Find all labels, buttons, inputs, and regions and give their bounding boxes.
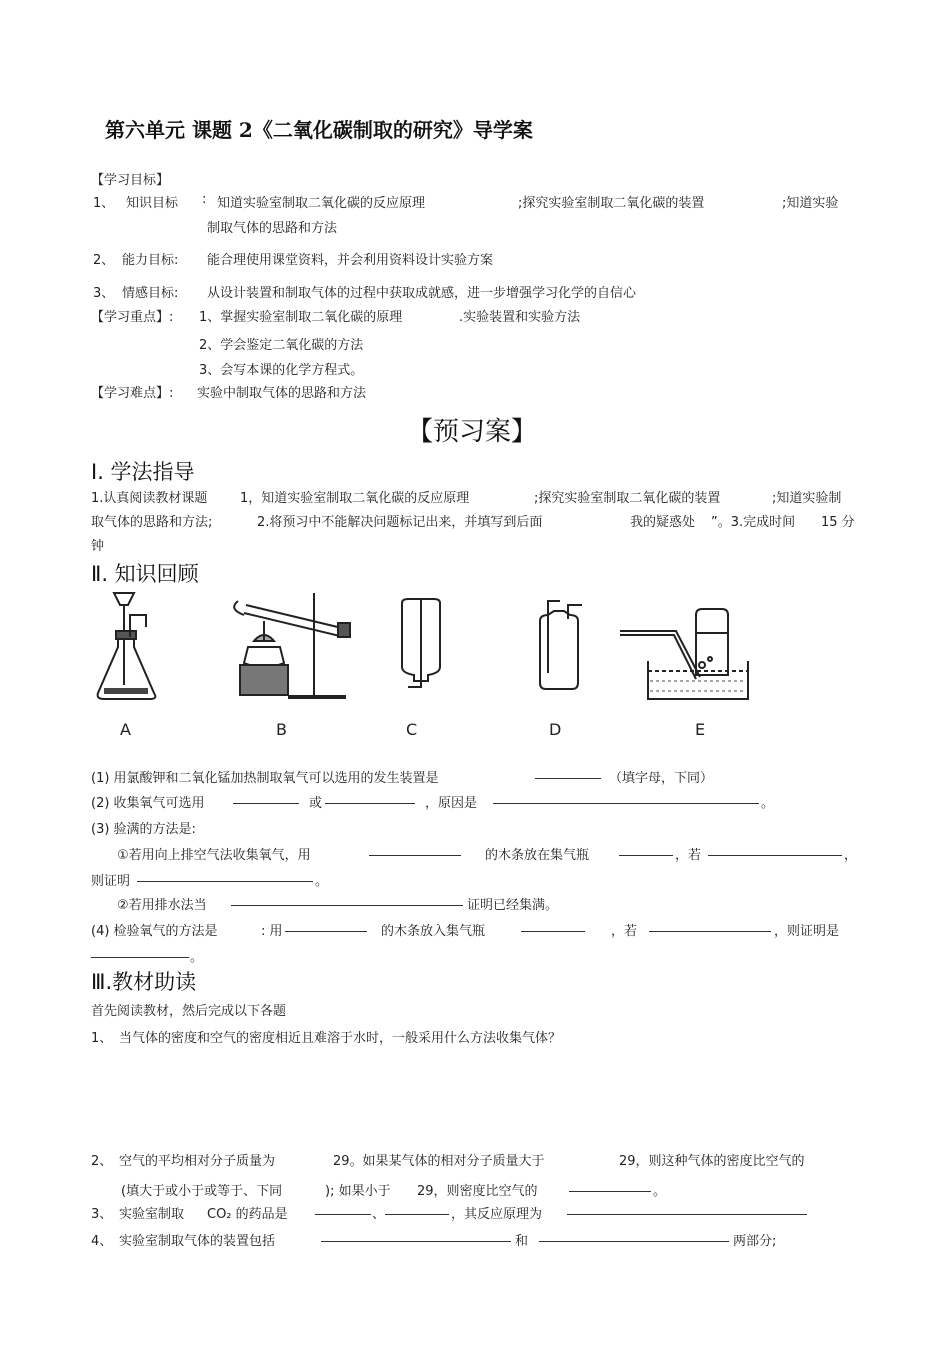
question-4-text-d: ，若 [611,924,638,939]
guide-line-2e: 15 分 [821,515,855,530]
goal-2-number: 2、 [93,253,115,268]
apparatus-label-e: E [695,720,706,739]
question-3a-end: 。 [315,874,329,889]
key-point-1a: 1、掌握实验室制取二氧化碳的原理 [199,310,403,325]
reading-q3-text-a: 实验室制取 [119,1207,185,1222]
reading-q2-text-b: 29。如果某气体的相对分子质量大于 [333,1154,545,1169]
section-3-heading: Ⅲ.教材助读 [91,970,197,994]
question-3a-text-c: ，若 [675,848,702,863]
question-2-text-c: ，原因是 [425,796,478,811]
question-2-blank-3[interactable] [493,791,759,804]
reading-q4-text-b: 和 [515,1234,529,1249]
apparatus-label-a: A [120,720,131,739]
question-2-end: 。 [761,796,775,811]
goal-1-text-b: ;探究实验室制取二氧化碳的装置 [518,196,705,211]
goals-header: 【学习目标】 [91,173,170,188]
section-1-heading: Ⅰ. 学法指导 [91,460,195,484]
question-4-text-c: 的木条放入集气瓶 [381,924,486,939]
reading-q3-separator: 、 [372,1207,386,1222]
question-3-text: (3) 验满的方法是: [91,822,196,837]
reading-q4-blank-1[interactable] [321,1229,511,1242]
question-3b-text-b: 证明已经集满。 [467,898,559,913]
reading-q2-text-d: (填大于或小于或等于、下同 [121,1184,283,1199]
question-2-text-b: 或 [309,796,323,811]
goal-2-text: 能合理使用课堂资料，并会利用资料设计实验方案 [207,253,494,268]
question-4-end: 。 [190,950,204,965]
question-3a-comma: ， [844,848,858,863]
reading-q4-text-c: 两部分; [733,1234,777,1249]
apparatus-label-c: C [406,720,418,739]
question-2-blank-1[interactable] [233,791,299,804]
guide-line-2d: ”。3.完成时间 [711,515,796,530]
apparatus-d [540,601,582,689]
reading-q4-blank-2[interactable] [539,1229,729,1242]
apparatus-label-d: D [549,720,562,739]
apparatus-label-b: B [276,720,287,739]
reading-q1-number: 1、 [91,1031,113,1046]
key-point-2: 2、学会鉴定二氧化碳的方法 [199,338,364,353]
guide-line-1d: ;知道实验制 [772,491,842,506]
goal-1-number: 1、 [93,196,115,211]
question-3a-text-a: ①若用向上排空气法收集氧气，用 [117,848,311,863]
reading-q2-text-f: 29，则密度比空气的 [417,1184,538,1199]
difficulty-label: 【学习难点】: [91,386,174,401]
reading-q4-number: 4、 [91,1234,113,1249]
guide-line-2b: 2.将预习中不能解决问题标记出来，并填写到后面 [257,515,543,530]
key-points-label: 【学习重点】: [91,310,174,325]
page-title: 第六单元 课题 2《二氧化碳制取的研究》导学案 [105,118,533,142]
apparatus-figure [88,585,768,745]
reading-q2-text-e: ); 如果小于 [325,1184,391,1199]
question-3b-blank[interactable] [231,893,463,906]
goal-1-colon: : [202,192,207,207]
reading-q2-number: 2、 [91,1154,113,1169]
reading-q3-text-d: ，其反应原理为 [451,1207,543,1222]
guide-line-2c: 我的疑惑处 [630,515,696,530]
preview-title: 【预习案】 [407,417,538,447]
question-2-text-a: (2) 收集氧气可选用 [91,796,205,811]
question-4-text-a: (4) 检验氧气的方法是 [91,924,218,939]
goal-1-label: 知识目标 [126,196,179,211]
guide-line-1a: 1.认真阅读教材课题 [91,491,208,506]
question-3a-text-b: 的木条放在集气瓶 [485,848,590,863]
reading-q2-blank[interactable] [569,1179,651,1192]
question-3a-text-d: 则证明 [91,874,131,889]
question-4-blank-2[interactable] [521,919,585,932]
guide-line-2a: 取气体的思路和方法; [91,515,213,530]
section-3-intro: 首先阅读教材，然后完成以下各题 [91,1004,287,1019]
reading-q3-text-b: CO₂ 的药品是 [207,1207,288,1222]
reading-q3-blank-2[interactable] [385,1202,449,1215]
key-point-1b: .实验装置和实验方法 [459,310,581,325]
reading-q3-blank-3[interactable] [567,1202,807,1215]
reading-q4-text-a: 实验室制取气体的装置包括 [119,1234,276,1249]
key-point-3: 3、会写本课的化学方程式。 [199,363,364,378]
section-2-heading: Ⅱ. 知识回顾 [91,562,199,586]
question-3b-text-a: ②若用排水法当 [117,898,207,913]
reading-q3-blank-1[interactable] [315,1202,371,1215]
question-1-blank[interactable] [535,766,601,779]
reading-q2-text-c: 29，则这种气体的密度比空气的 [619,1154,805,1169]
guide-line-1b: 1，知道实验室制取二氧化碳的反应原理 [240,491,470,506]
question-3a-blank-1[interactable] [369,843,461,856]
guide-line-3: 钟 [91,539,105,554]
question-1-hint: （填字母，下同） [609,771,714,786]
question-4-blank-4[interactable] [91,945,189,958]
question-3a-blank-3[interactable] [708,843,842,856]
reading-q3-number: 3、 [91,1207,113,1222]
apparatus-e [620,609,748,699]
reading-q2-text-a: 空气的平均相对分子质量为 [119,1154,276,1169]
question-3a-blank-4[interactable] [137,869,313,882]
difficulty-text: 实验中制取气体的思路和方法 [197,386,367,401]
goal-3-text: 从设计装置和制取气体的过程中获取成就感，进一步增强学习化学的自信心 [207,286,637,301]
question-4-text-b: : 用 [261,924,283,939]
reading-q1-text: 当气体的密度和空气的密度相近且难溶于水时，一般采用什么方法收集气体？ [119,1031,562,1046]
goal-1-text-a: 知道实验室制取二氧化碳的反应原理 [217,196,426,211]
apparatus-a [98,593,156,699]
guide-line-1c: ;探究实验室制取二氧化碳的装置 [534,491,721,506]
question-4-blank-3[interactable] [649,919,771,932]
question-2-blank-2[interactable] [325,791,415,804]
question-3a-blank-2[interactable] [619,843,673,856]
goal-1-text-c: ;知道实验 [782,196,839,211]
apparatus-b [234,593,350,697]
goal-3-label: 情感目标: [122,286,179,301]
question-4-text-e: ，则证明是 [774,924,840,939]
reading-q2-end: 。 [653,1184,667,1199]
goal-2-label: 能力目标: [122,253,179,268]
apparatus-c [402,599,440,687]
goal-3-number: 3、 [93,286,115,301]
question-4-blank-1[interactable] [285,919,367,932]
goal-1-continuation: 制取气体的思路和方法 [207,221,338,236]
question-1-text: (1) 用氯酸钾和二氧化锰加热制取氧气可以选用的发生装置是 [91,771,439,786]
